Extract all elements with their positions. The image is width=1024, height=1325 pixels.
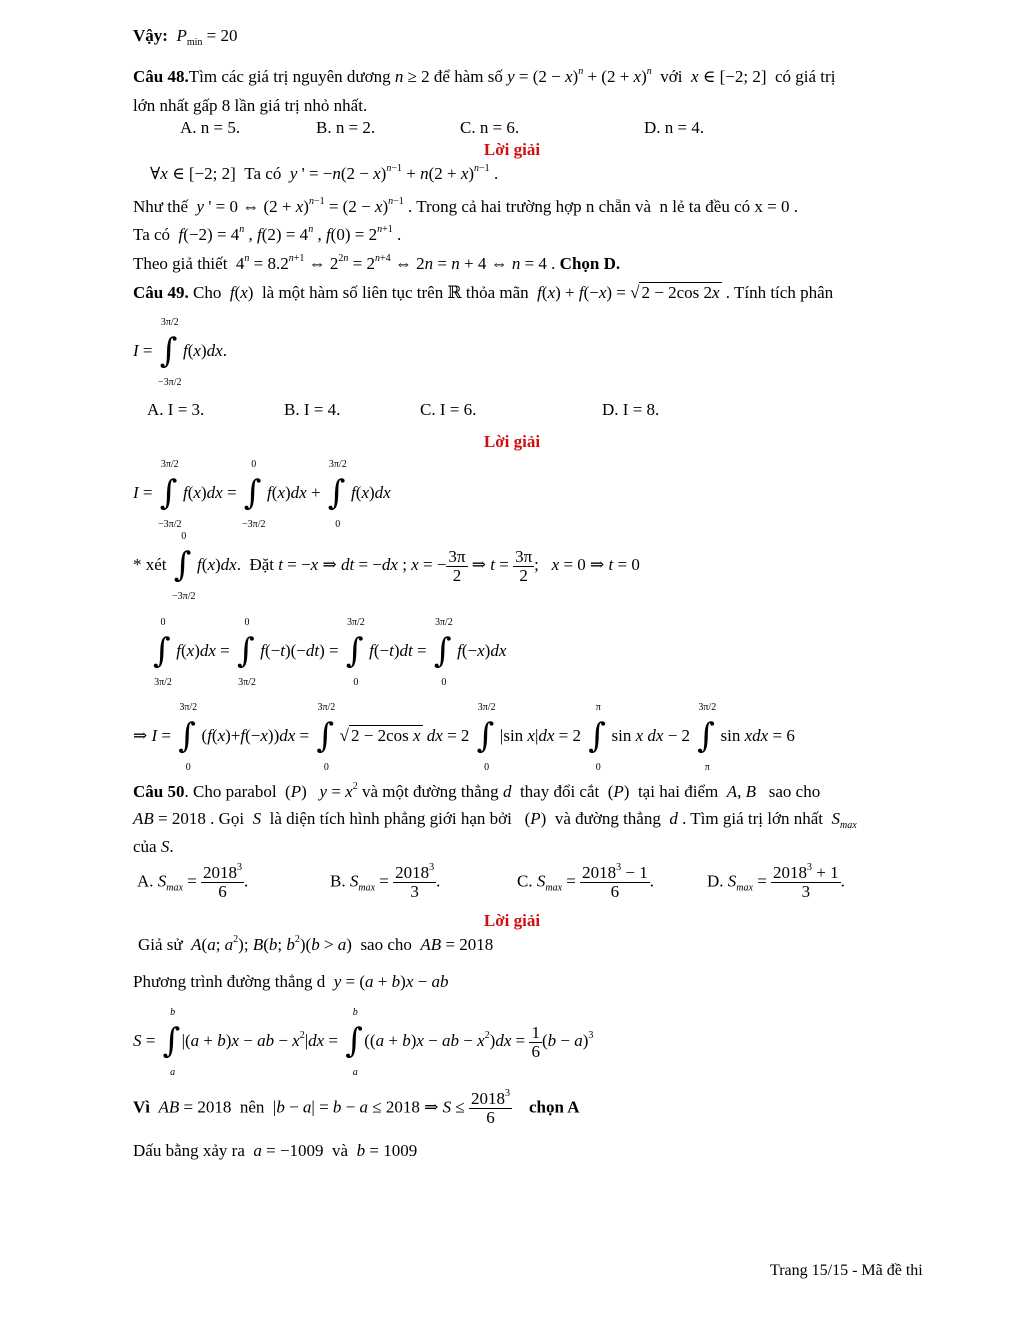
q50-option-a: A. $S_{max}$ = $\frac{2018^3}{6}$ .	[137, 862, 249, 901]
q49-integral: I = 3π/2 ∫ −3π/2 f(x)dx.	[133, 317, 227, 388]
q48-step3: Ta có $f(-2) = 4^n$ , $f(2) = 4^n$ , $f(0) = 2^{n+1}$ .	[133, 224, 402, 244]
q50-question-end: của S.	[133, 837, 174, 856]
q49-option-d: D. I = 8.	[602, 400, 660, 419]
q48-step4: Theo giả thiết $4^n = 8.2^{n+1}$ ⇔ $2^{2n} = 2^{n+4}$ ⇔ 2n = n + 4 ⇔ n = 4 . Chọn D.	[133, 253, 621, 273]
q49-line2: * xét 0 ∫ −3π/2 f(x)dx. Đặt t = −x ⇒ dt = −dx ; x = − $\frac{3\pi}{2}$ ⇒ t = $\frac{3\pi}{2}$ ; x = 0 ⇒ t = 0	[133, 531, 640, 602]
q50-step2: Phương trình đường thẳng d y = (a + b)x − ab	[133, 972, 449, 991]
q48-question: Câu 48.Tìm các giá trị nguyên dương n ≥ 2 để hàm số $y = (2 - x)^n + (2 + x)^n$ với x ∈ [−2; 2] có giá trị	[133, 66, 836, 86]
q50-option-c: C. $S_{max}$ = $\frac{2018^3 - 1}{6}$ .	[517, 862, 654, 901]
q48-option-a: A. n = 5.	[180, 118, 241, 137]
page-footer: Trang 15/15 - Mã đề thi	[770, 1262, 923, 1279]
q49-solution-label: Lời giải	[483, 432, 541, 451]
q49-option-a: A. I = 3.	[147, 400, 205, 419]
q50-answer: chọn A	[528, 1097, 580, 1117]
q48-solution-label: Lời giải	[483, 140, 541, 159]
summary-label: Vậy:	[133, 26, 168, 45]
q48-question-cont: lớn nhất gấp 8 lần giá trị nhỏ nhất.	[133, 96, 368, 115]
q48-option-c: C. n = 6.	[460, 118, 520, 137]
q50-step3: S = b ∫ a |(a + b)x − ab − $x^2|dx$ = b ∫ a ((a + b)x − ab − $x^2)dx$ = $\frac{1}{6}$ $(b - a)^3$	[133, 1007, 594, 1078]
q50-option-b: B. $S_{max}$ = $\frac{2018^3}{3}$ .	[330, 862, 441, 901]
q48-option-b: B. n = 2.	[316, 118, 376, 137]
q50-step4: Vì AB = 2018 nên |b − a| = b − a ≤ 2018 ⇒ S ≤ $\frac{2018^3}{6}$ chọn A	[133, 1088, 580, 1127]
q50-question-cont: AB = 2018 . Gọi S là diện tích hình phẳng giới hạn bởi (P) và đường thẳng d . Tìm giá trị lớn nhất $S_{max}$	[133, 809, 857, 831]
q50-solution-label: Lời giải	[483, 911, 541, 930]
q49-line2-prefix: * xét	[133, 554, 167, 574]
q49-line1: I = 3π/2 ∫ −3π/2 f(x)dx = 0 ∫ −3π/2 f(x)dx + 3π/2 ∫ 0 f(x)dx	[133, 459, 391, 530]
q49-option-b: B. I = 4.	[284, 400, 341, 419]
q50-step5: Dấu bằng xảy ra a = −1009 và b = 1009	[133, 1141, 418, 1160]
q49-line3: 0 ∫ 3π/2 f(x)dx = 0 ∫ 3π/2 f(−t)(−dt) = 3π/2 ∫ 0 f(−t)dt = 3π/2 ∫ 0 f(−x)dx	[153, 617, 507, 688]
q49-title: Câu 49.	[133, 283, 189, 302]
q49-line4: ⇒ I = 3π/2 ∫ 0 (f(x)+f(−x))dx = 3π/2 ∫ 0 √ 2 − 2cos x dx = 2 3π/2 ∫ 0 |sin x|dx = 2 π ∫ 0 sin x dx − 2 3π/2 ∫ π sin xdx = 6	[133, 702, 795, 773]
q49-option-c: C. I = 6.	[420, 400, 477, 419]
q50-option-d: D. $S_{max}$ = $\frac{2018^3 + 1}{3}$ .	[707, 862, 845, 901]
summary-line: Vậy: $P_{min} = 20$	[133, 26, 238, 48]
q48-step2: Như thế y ' = 0 ⇔ $(2 + x)^{n-1} = (2 - x)^{n-1}$ . Trong cả hai trường hợp n chẵn và n lẻ ta đều có x = 0 .	[133, 196, 798, 216]
q48-title: Câu 48.	[133, 67, 189, 86]
q50-question: Câu 50. Cho parabol (P) $y = x^2$ và một đường thẳng d thay đổi cắt (P) tại hai điểm A, B sao cho	[133, 781, 821, 801]
q48-answer: Chọn D.	[559, 254, 621, 273]
q50-step1: Giả sử A(a; $a^2$); B(b; $b^2)(b > a)$ sao cho AB = 2018	[138, 934, 494, 954]
q50-title: Câu 50	[133, 782, 185, 801]
q48-step1: ∀x ∈ [−2; 2] Ta có y ' = $-n(2 - x)^{n-1} + n(2 + x)^{n-1}$ .	[150, 163, 499, 183]
q50-step4-prefix: Vì	[133, 1097, 150, 1117]
q48-option-d: D. n = 4.	[644, 118, 705, 137]
q49-question: Câu 49. Cho f(x) là một hàm số liên tục trên ℝ thỏa mãn f(x) + f(−x) = √ 2 − 2cos 2x . Tính tích phân	[133, 283, 834, 302]
